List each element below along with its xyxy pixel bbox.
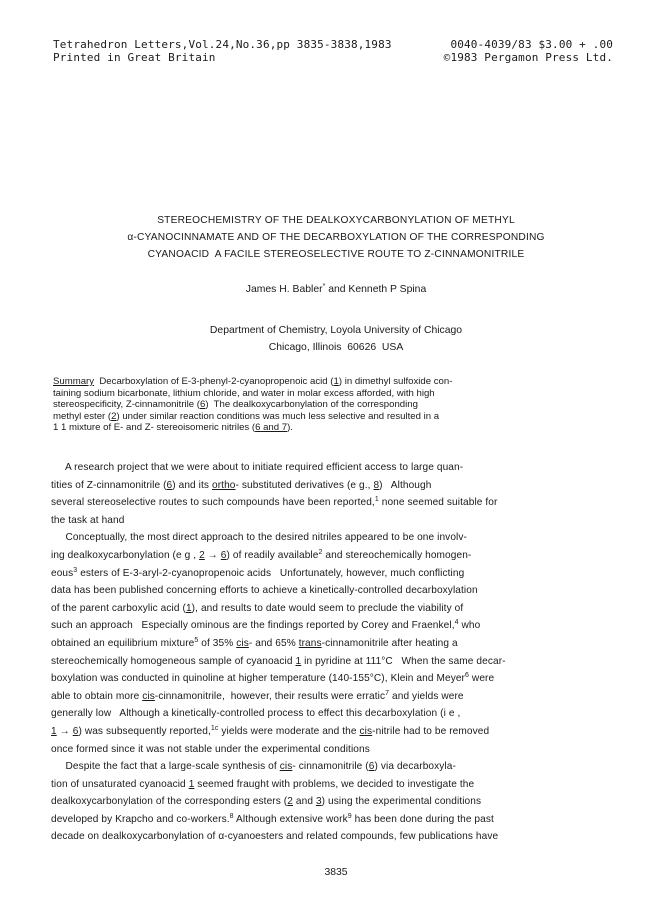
compound-ref: 8 bbox=[373, 479, 380, 491]
text-run: boxylation was conducted in quinoline at higher temperature (140-155°C), Klein and Meyer bbox=[51, 673, 466, 685]
title-line-3: CYANOACID A FACILE STEREOSELECTIVE ROUTE TO Z-CINNAMONITRILE bbox=[147, 249, 525, 260]
text-run: of 35% bbox=[198, 637, 237, 649]
text-run: -nitrile had to be removed bbox=[372, 725, 490, 737]
body-line: A research project that we were about to initiate required efficient access to large quan- bbox=[51, 462, 464, 473]
text-run: and bbox=[292, 796, 316, 808]
text-run: -cinnamonitrile, however, their results were erratic bbox=[154, 690, 386, 702]
reference-mark: 3 bbox=[73, 566, 78, 574]
body-line: generally low Although a kinetically-controlled process to effect this decarboxylation (i e , bbox=[51, 708, 461, 720]
text-run: ortho bbox=[211, 479, 236, 491]
body-line bbox=[51, 617, 619, 635]
reference-mark: 6 bbox=[465, 672, 470, 680]
page-number: 3835 bbox=[324, 867, 348, 878]
reference-mark: 5 bbox=[194, 636, 199, 644]
text-run: tities of Z-cinnamonitrile ( bbox=[51, 479, 167, 491]
text-run: ), and results to date would seem to preclude the viability of bbox=[191, 602, 464, 614]
article-title bbox=[0, 212, 672, 263]
compound-ref: 3 bbox=[315, 796, 322, 808]
text-run: ) The dealkoxycarbonylation of the corresponding bbox=[205, 399, 418, 410]
text-run: ) using the experimental conditions bbox=[321, 796, 482, 808]
text-run: ). bbox=[287, 422, 293, 433]
text-run: 1 1 mixture of E- and Z- stereoisomeric nitriles ( bbox=[53, 422, 256, 433]
summary-line bbox=[53, 399, 611, 411]
body-line bbox=[51, 635, 619, 653]
text-run: in pyridine at 111°C When the same decar- bbox=[301, 655, 506, 667]
compound-ref: 1 bbox=[51, 725, 57, 737]
body-line bbox=[51, 776, 619, 794]
text-run: ) and its bbox=[172, 479, 212, 491]
text-run: eous bbox=[51, 567, 74, 579]
compound-ref: 6 bbox=[220, 549, 227, 561]
text-run: cis bbox=[142, 690, 155, 702]
journal-citation: Tetrahedron Letters,Vol.24,No.36,pp 3835-3838,1983 bbox=[53, 38, 392, 51]
body-line bbox=[51, 793, 619, 811]
text-run: obtained an equilibrium mixture bbox=[51, 637, 195, 649]
corresponding-author-mark: * bbox=[322, 283, 326, 290]
price-code: 0040-4039/83 $3.00 + .00 bbox=[450, 38, 613, 51]
body-line bbox=[51, 565, 619, 583]
text-run: has been done during the past bbox=[351, 813, 494, 825]
text-run: esters of E-3-aryl-2-cyanopropenoic acids Unfortunately, however, much conflicting bbox=[77, 567, 465, 579]
text-run: and stereochemically homogen- bbox=[322, 549, 472, 561]
text-run: cis bbox=[236, 637, 249, 649]
compound-ref: 2 bbox=[199, 549, 205, 561]
text-run: stereospecificity, Z-cinnamonitrile ( bbox=[53, 399, 200, 410]
text-run: Decarboxylation of E-3-phenyl-2-cyanopropenoic acid ( bbox=[94, 376, 334, 387]
article-body bbox=[51, 459, 619, 846]
body-line bbox=[51, 758, 619, 776]
text-run: stereochemically homogeneous sample of cyanoacid bbox=[51, 655, 296, 667]
affiliation-address: Chicago, Illinois 60626 USA bbox=[268, 342, 404, 353]
compound-ref: 2 bbox=[111, 410, 117, 422]
coauthor-name: and Kenneth P Spina bbox=[325, 284, 427, 295]
text-run: developed by Krapcho and co-workers. bbox=[51, 813, 230, 825]
text-run: several stereoselective routes to such compounds have been reported, bbox=[51, 497, 375, 509]
author-name: James H. Babler bbox=[245, 284, 323, 295]
title-line-2: α-CYANOCINNAMATE AND OF THE DECARBOXYLATION OF THE CORRESPONDING bbox=[127, 232, 545, 243]
body-line bbox=[51, 653, 619, 671]
reference-mark: 2 bbox=[318, 548, 323, 556]
text-run: - substituted derivatives (e g., bbox=[235, 479, 374, 491]
text-run: seemed fraught with problems, we decided to investigate the bbox=[194, 778, 475, 790]
text-run: and yields were bbox=[389, 690, 464, 702]
body-line bbox=[51, 547, 619, 565]
title-line-1: STEREOCHEMISTRY OF THE DEALKOXYCARBONYLATION OF METHYL bbox=[157, 215, 515, 226]
reference-mark: 1 bbox=[374, 496, 379, 504]
text-run: - cinnamonitrile ( bbox=[292, 761, 369, 773]
body-line: decade on dealkoxycarbonylation of α-cyanoesters and related compounds, few publications have bbox=[51, 831, 499, 843]
compound-ref: 6 bbox=[72, 725, 79, 737]
body-line: Conceptually, the most direct approach to the desired nitriles appeared to be one involv- bbox=[51, 532, 467, 544]
body-line: once formed since it was not stable under the experimental conditions bbox=[51, 743, 370, 755]
text-run: methyl ester ( bbox=[53, 410, 112, 422]
text-run: who bbox=[458, 620, 481, 632]
body-line bbox=[51, 477, 619, 495]
text-run: cis bbox=[279, 761, 293, 773]
printed-location: Printed in Great Britain bbox=[53, 51, 216, 64]
text-run: cis bbox=[359, 725, 373, 737]
summary-line: taining sodium bicarbonate, lithium chloride, and water in molar excess afforded, with high bbox=[53, 387, 435, 399]
summary-line bbox=[53, 411, 611, 423]
text-run: of the parent carboxylic acid ( bbox=[51, 602, 186, 614]
reference-mark: 1c bbox=[210, 724, 219, 732]
text-run: were bbox=[469, 673, 495, 685]
body-line bbox=[51, 670, 619, 688]
compound-ref: 6 bbox=[199, 399, 206, 410]
compound-ref: 1 bbox=[185, 602, 192, 614]
compound-ref: 6 bbox=[166, 479, 173, 491]
text-run: able to obtain more bbox=[51, 690, 143, 702]
affiliation-department: Department of Chemistry, Loyola University of Chicago bbox=[209, 325, 463, 336]
summary-line bbox=[53, 422, 611, 434]
compound-ref: 6 and 7 bbox=[255, 422, 288, 433]
text-run: → bbox=[204, 549, 221, 561]
text-run: -cinnamonitrile after heating a bbox=[321, 637, 458, 649]
text-run: ) Although bbox=[379, 479, 432, 491]
body-line bbox=[51, 723, 619, 741]
text-run: ) was subsequently reported, bbox=[78, 725, 211, 737]
reference-mark: 4 bbox=[454, 619, 459, 627]
text-run: dealkoxycarbonylation of the corresponding esters ( bbox=[51, 796, 288, 808]
text-run: ) in dimethyl sulfoxide con- bbox=[338, 376, 453, 387]
text-run: - and 65% bbox=[248, 637, 299, 649]
text-run: ing dealkoxycarbonylation (e g , bbox=[51, 549, 200, 561]
text-run: yields were moderate and the bbox=[218, 725, 360, 737]
body-line bbox=[51, 494, 619, 512]
text-run: Despite the fact that a large-scale synthesis of bbox=[51, 761, 280, 773]
summary-abstract bbox=[53, 376, 611, 434]
body-line: data has been published concerning efforts to achieve a kinetically-controlled decarboxylation bbox=[51, 585, 478, 597]
text-run: ) under similar reaction conditions was much less selective and resulted in a bbox=[116, 410, 440, 422]
compound-ref: 2 bbox=[287, 796, 293, 808]
compound-ref: 1 bbox=[188, 778, 195, 790]
text-run: such an approach Especially ominous are the findings reported by Corey and Fraenkel, bbox=[51, 620, 455, 632]
text-run: trans bbox=[298, 637, 322, 649]
compound-ref: 1 bbox=[295, 655, 302, 667]
text-run: → bbox=[56, 725, 73, 737]
affiliation bbox=[0, 322, 672, 356]
author-line bbox=[0, 284, 672, 295]
text-run: none seemed suitable for bbox=[378, 497, 498, 509]
text-run: Although extensive work bbox=[233, 813, 348, 825]
summary-label: Summary bbox=[53, 376, 95, 387]
journal-header bbox=[53, 38, 613, 64]
reference-mark: 8 bbox=[229, 812, 234, 820]
body-line bbox=[51, 600, 619, 618]
copyright-notice: ©1983 Pergamon Press Ltd. bbox=[443, 51, 613, 64]
compound-ref: 6 bbox=[368, 761, 375, 773]
reference-mark: 7 bbox=[385, 689, 390, 697]
body-line: the task at hand bbox=[51, 514, 125, 526]
reference-mark: 9 bbox=[347, 812, 352, 820]
body-line bbox=[51, 688, 619, 706]
text-run: ) of readily available bbox=[226, 549, 319, 561]
summary-line bbox=[53, 376, 611, 388]
compound-ref: 1 bbox=[333, 376, 339, 387]
body-line bbox=[51, 811, 619, 829]
text-run: tion of unsaturated cyanoacid bbox=[51, 778, 189, 790]
text-run: ) via decarboxyla- bbox=[374, 761, 456, 773]
